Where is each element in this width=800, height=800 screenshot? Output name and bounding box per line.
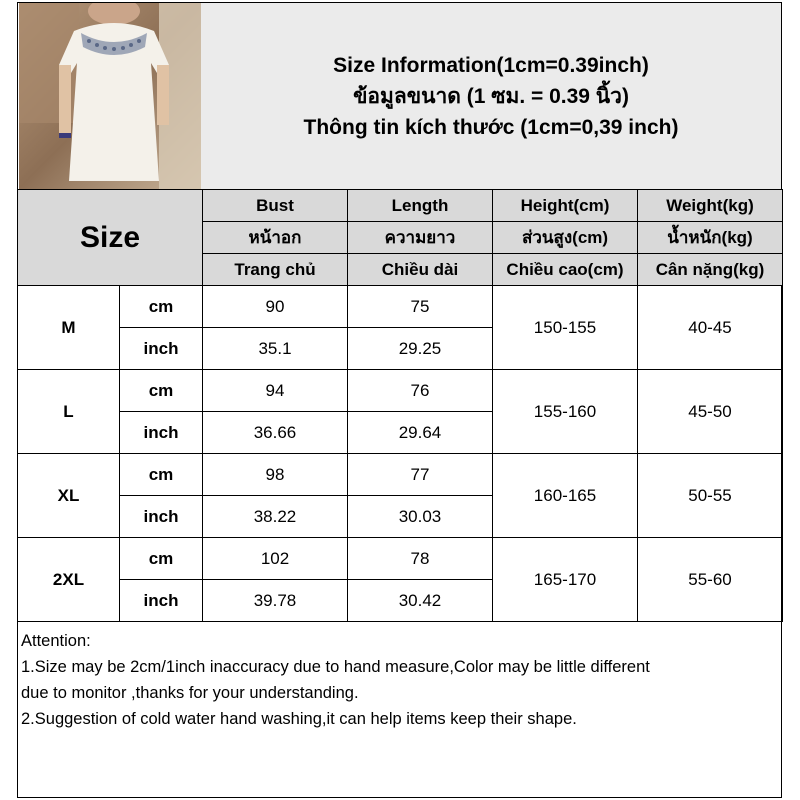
size-label: L — [18, 370, 120, 454]
unit-cm: cm — [120, 370, 203, 412]
attention-line-3: 2.Suggestion of cold water hand washing,it can help items keep their shape. — [21, 710, 577, 728]
height-range: 160-165 — [493, 454, 638, 538]
size-table — [17, 189, 783, 622]
length-cm: 76 — [348, 370, 493, 412]
unit-cm: cm — [120, 454, 203, 496]
length-cm: 75 — [348, 286, 493, 328]
unit-inch: inch — [120, 412, 203, 454]
bust-cm: 94 — [203, 370, 348, 412]
size-column-header: Size — [18, 190, 203, 286]
bust-inch: 38.22 — [203, 496, 348, 538]
info-line-th: ข้อมูลขนาด (1 ซม. = 0.39 นิ้ว) — [353, 84, 629, 108]
bust-inch: 35.1 — [203, 328, 348, 370]
weight-range: 55-60 — [638, 538, 783, 622]
bust-cm: 102 — [203, 538, 348, 580]
size-label: 2XL — [18, 538, 120, 622]
size-information-header — [201, 3, 781, 189]
table-row — [18, 286, 783, 328]
unit-inch: inch — [120, 496, 203, 538]
length-header-en: Length — [348, 190, 493, 222]
weight-range: 40-45 — [638, 286, 783, 370]
weight-header-vi: Cân nặng(kg) — [638, 254, 783, 286]
length-cm: 77 — [348, 454, 493, 496]
bust-cm: 90 — [203, 286, 348, 328]
weight-header-en: Weight(kg) — [638, 190, 783, 222]
bust-header-vi: Trang chủ — [203, 254, 348, 286]
length-cm: 78 — [348, 538, 493, 580]
table-row — [18, 370, 783, 412]
height-header-en: Height(cm) — [493, 190, 638, 222]
bust-cm: 98 — [203, 454, 348, 496]
size-label: XL — [18, 454, 120, 538]
bust-inch: 36.66 — [203, 412, 348, 454]
height-header-vi: Chiều cao(cm) — [493, 254, 638, 286]
unit-cm: cm — [120, 538, 203, 580]
unit-cm: cm — [120, 286, 203, 328]
attention-line-2: due to monitor ,thanks for your understanding. — [21, 684, 359, 702]
height-range: 155-160 — [493, 370, 638, 454]
height-range: 150-155 — [493, 286, 638, 370]
table-row — [18, 538, 783, 580]
height-range: 165-170 — [493, 538, 638, 622]
weight-range: 45-50 — [638, 370, 783, 454]
length-inch: 30.03 — [348, 496, 493, 538]
weight-header-th: น้ำหนัก(kg) — [638, 222, 783, 254]
unit-inch: inch — [120, 328, 203, 370]
bust-header-th: หน้าอก — [203, 222, 348, 254]
weight-range: 50-55 — [638, 454, 783, 538]
bust-header-en: Bust — [203, 190, 348, 222]
length-inch: 30.42 — [348, 580, 493, 622]
length-header-vi: Chiều dài — [348, 254, 493, 286]
attention-title: Attention: — [21, 632, 91, 650]
dress-photo-icon — [19, 3, 201, 189]
attention-line-1: 1.Size may be 2cm/1inch inaccuracy due to hand measure,Color may be little different — [21, 658, 650, 676]
table-row — [18, 454, 783, 496]
bust-inch: 39.78 — [203, 580, 348, 622]
length-header-th: ความยาว — [348, 222, 493, 254]
length-inch: 29.64 — [348, 412, 493, 454]
info-line-en: Size Information(1cm=0.39inch) — [333, 53, 649, 77]
height-header-th: ส่วนสูง(cm) — [493, 222, 638, 254]
product-photo — [19, 3, 201, 189]
unit-inch: inch — [120, 580, 203, 622]
attention-notes — [21, 628, 779, 732]
size-label: M — [18, 286, 120, 370]
info-line-vi: Thông tin kích thước (1cm=0,39 inch) — [303, 115, 679, 139]
length-inch: 29.25 — [348, 328, 493, 370]
